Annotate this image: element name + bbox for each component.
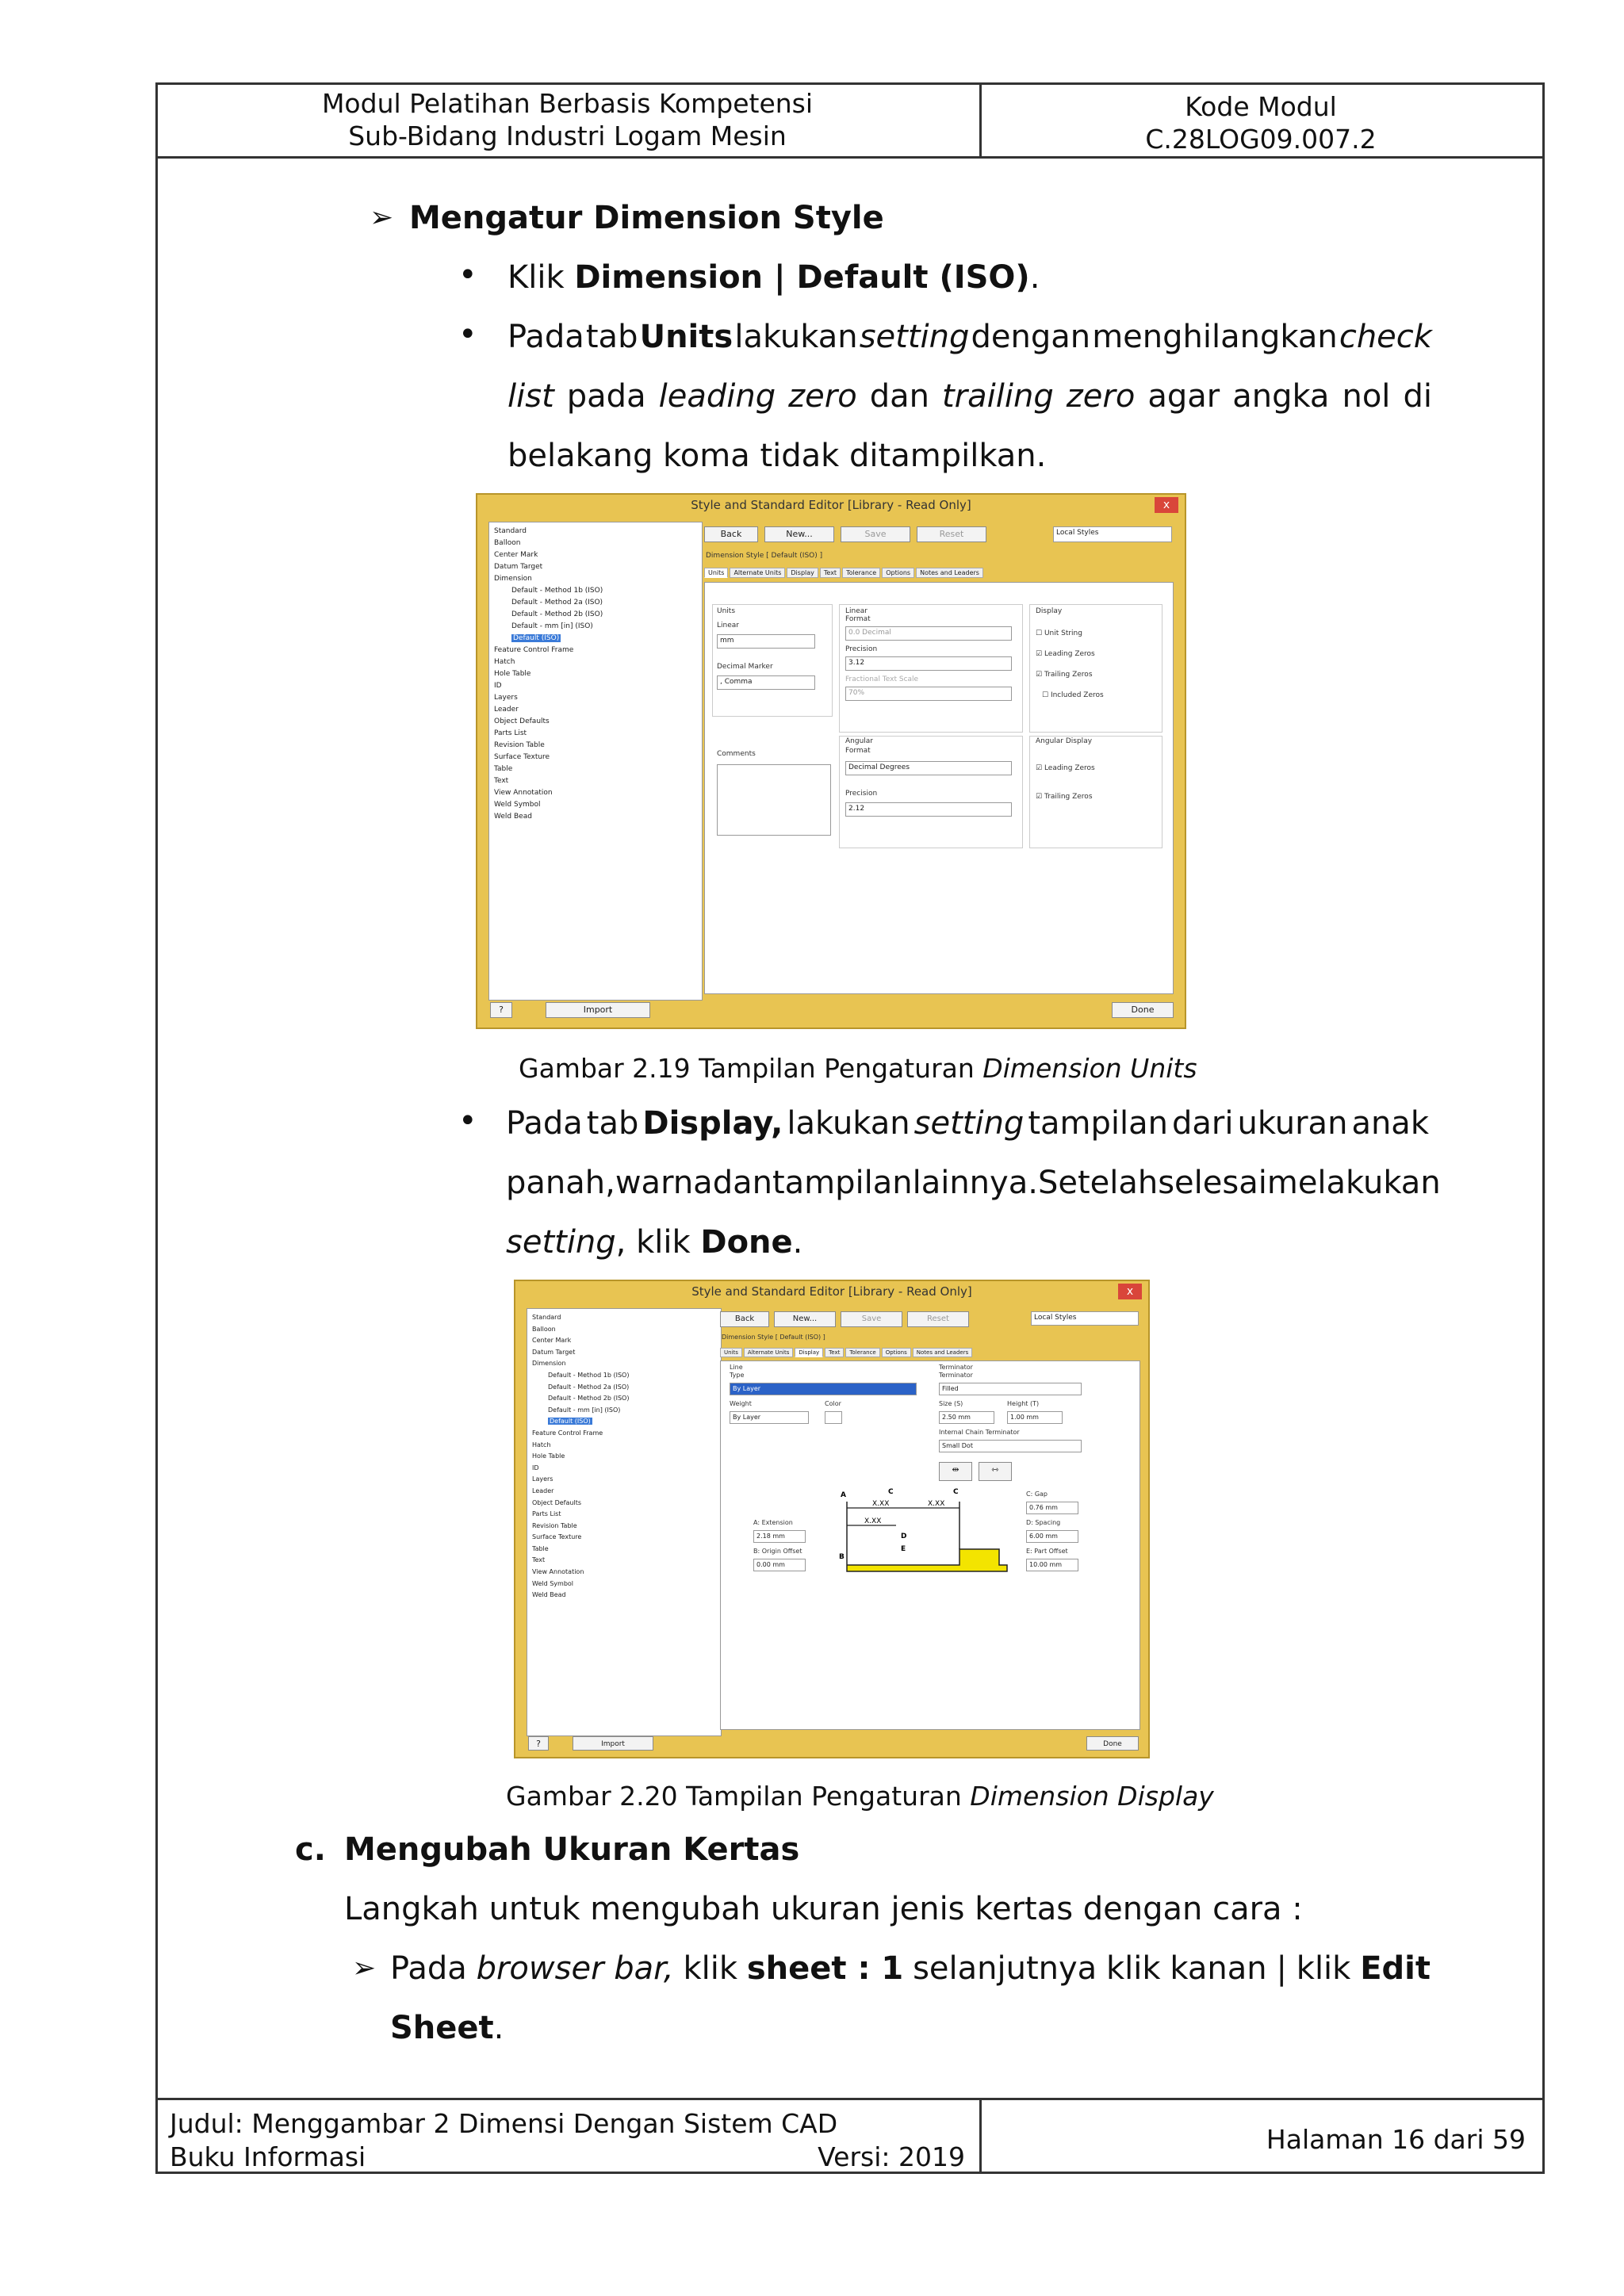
- tree-item: Default - Method 2a (ISO): [511, 599, 603, 607]
- word: agar: [1147, 378, 1220, 415]
- angular-precision-select: 2.12: [845, 802, 1012, 817]
- tab-notes-leaders: Notes and Leaders: [913, 1348, 973, 1357]
- close-icon: x: [1118, 1284, 1142, 1299]
- tree-item: Feature Control Frame: [532, 1429, 603, 1437]
- step-1-line-2: [390, 2008, 504, 2048]
- tree-item: Datum Target: [532, 1348, 576, 1356]
- tree-item: View Annotation: [532, 1568, 584, 1576]
- precision-select: 3.12: [845, 656, 1012, 671]
- figure-1-caption: [519, 1053, 1197, 1084]
- word-leading: leading: [658, 378, 776, 415]
- word: selesai: [1158, 1165, 1267, 1201]
- word: angka: [1232, 378, 1330, 415]
- angular-display-label: Angular Display: [1036, 737, 1093, 745]
- word: selanjutnya: [913, 1950, 1097, 1987]
- figure-2-caption-text: Gambar 2.20 Tampilan Pengaturan: [506, 1781, 971, 1812]
- height-label: Height (T): [1007, 1400, 1040, 1407]
- diagram-letter: A: [841, 1491, 846, 1499]
- height-input: 1.00 mm: [1007, 1411, 1063, 1424]
- tab-text: Text: [825, 1348, 844, 1357]
- tree-item: Balloon: [532, 1325, 556, 1333]
- extension-label: A: Extension: [753, 1519, 793, 1526]
- header-module-code: [982, 82, 1540, 164]
- window-title: Style and Standard Editor [Library - Read Only]: [691, 498, 971, 512]
- tree-item-selected: Default (ISO): [550, 1418, 591, 1425]
- precision-label: Precision: [845, 645, 878, 653]
- format-select: 0.0 Decimal: [845, 626, 1012, 641]
- diagram-label: X.XX: [928, 1500, 945, 1508]
- word: tampilan: [1028, 1105, 1168, 1142]
- word-setting: setting: [859, 319, 970, 355]
- footer-left: [155, 2100, 982, 2174]
- word: dengan: [971, 319, 1091, 355]
- tree-item: Object Defaults: [494, 718, 550, 725]
- word-setting: setting: [914, 1105, 1025, 1142]
- help-icon: ?: [528, 1736, 549, 1751]
- leading-zeros-label: Leading Zeros: [1044, 650, 1095, 658]
- display-label: Display: [1036, 607, 1063, 615]
- tab-display: Display: [787, 568, 818, 578]
- units-label: Units: [717, 607, 736, 615]
- word: |: [1276, 1950, 1287, 1987]
- dimension-icon: ⇿: [979, 1462, 1012, 1481]
- bullet-dot-icon: •: [458, 316, 477, 353]
- save-button: Save: [841, 526, 910, 542]
- tree-item: Default - Method 2b (ISO): [511, 610, 603, 618]
- word: Pada: [508, 319, 584, 355]
- tree-item: Weld Bead: [532, 1591, 566, 1599]
- header-code-label: Kode Modul: [1185, 91, 1337, 122]
- word-trailing: trailing: [942, 378, 1054, 415]
- trailing-zeros-checkbox: ☑ Trailing Zeros: [1036, 671, 1093, 679]
- diagram-label: X.XX: [864, 1517, 882, 1525]
- word-zero: zero: [788, 378, 857, 415]
- word: klik: [1296, 1950, 1351, 1987]
- terminator-label: Terminator: [939, 1372, 973, 1379]
- word: dan: [712, 1165, 772, 1201]
- arrow-bullet-icon: ➢: [352, 1952, 377, 1984]
- word: dan: [869, 378, 929, 415]
- reset-button: Reset: [917, 526, 986, 542]
- header-module-line1: Modul Pelatihan Berbasis Kompetensi: [321, 88, 814, 119]
- figure-1-caption-italic: Dimension Units: [982, 1053, 1197, 1084]
- format-label: Format: [845, 615, 871, 623]
- tree-item: Balloon: [494, 539, 521, 547]
- tab-options: Options: [882, 1348, 911, 1357]
- new-button: New...: [764, 526, 834, 542]
- bullet-1-prefix: Klik: [508, 259, 575, 296]
- reset-button: Reset: [907, 1311, 969, 1327]
- bullet-3-line-3: [506, 1223, 802, 1262]
- screenshot-dimension-units: [476, 493, 1186, 1029]
- included-zeros-checkbox: ☐ Included Zeros: [1042, 691, 1104, 699]
- tree-item: Dimension: [532, 1360, 566, 1368]
- type-select: By Layer: [730, 1383, 917, 1395]
- angular-format-label: Format: [845, 747, 871, 755]
- word: klik: [1106, 1950, 1161, 1987]
- tab-options: Options: [882, 568, 914, 578]
- tree-item: Object Defaults: [532, 1498, 581, 1506]
- type-label: Type: [730, 1372, 745, 1379]
- angular-trailing-zeros-checkbox: ☑ Trailing Zeros: [1036, 793, 1093, 801]
- terminator-group-label: Terminator: [939, 1364, 973, 1371]
- word-sheet: Sheet: [390, 2010, 494, 2046]
- word: ukuran: [1237, 1105, 1348, 1142]
- diagram-letter: B: [839, 1553, 845, 1561]
- word-zero: zero: [1066, 378, 1136, 415]
- figure-2-caption: [506, 1781, 1214, 1812]
- angular-trailing-zeros-label: Trailing Zeros: [1044, 793, 1093, 801]
- tab-units: Units: [704, 568, 728, 578]
- word-display: Display,: [642, 1105, 783, 1142]
- tree-item: Hole Table: [532, 1452, 565, 1460]
- spacing-label: D: Spacing: [1026, 1519, 1061, 1526]
- word-units: Units: [639, 319, 733, 355]
- diagram-letter: C: [953, 1488, 959, 1496]
- angular-label: Angular: [845, 737, 873, 745]
- header-module-line2: Sub-Bidang Industri Logam Mesin: [348, 121, 787, 151]
- tree-item: Surface Texture: [494, 753, 550, 761]
- tree-item: Weld Bead: [494, 813, 532, 821]
- window-title: Style and Standard Editor [Library - Read Only]: [691, 1284, 972, 1299]
- word: tab: [585, 319, 638, 355]
- tab-notes-leaders: Notes and Leaders: [916, 568, 983, 578]
- color-picker: [825, 1411, 842, 1424]
- bullet-dot-icon: •: [458, 1103, 477, 1139]
- word: kanan: [1170, 1950, 1267, 1987]
- tree-item: Weld Symbol: [532, 1579, 574, 1587]
- footer-page-number: Halaman 16 dari 59: [1266, 2124, 1526, 2155]
- units-linear-select: mm: [717, 634, 815, 649]
- tree-item: Default - mm [in] (ISO): [548, 1406, 621, 1414]
- tree-item: Dimension: [494, 575, 532, 583]
- tree-item: Hatch: [532, 1441, 551, 1448]
- tab-display: Display: [795, 1348, 823, 1357]
- arrow-bullet-icon: ➢: [370, 201, 394, 234]
- text: , klik: [615, 1224, 701, 1261]
- word: tab: [586, 1105, 639, 1142]
- word-list: list: [508, 378, 554, 415]
- tree-item: Default - mm [in] (ISO): [511, 622, 593, 630]
- terminator-select: Filled: [939, 1383, 1082, 1395]
- spacing-input: 6.00 mm: [1026, 1530, 1078, 1543]
- tab-alternate-units: Alternate Units: [730, 568, 785, 578]
- figure-1-caption-text: Gambar 2.19 Tampilan Pengaturan: [519, 1053, 983, 1084]
- internal-chain-label: Internal Chain Terminator: [939, 1429, 1020, 1436]
- back-button: Back: [704, 526, 758, 542]
- angular-leading-zeros-label: Leading Zeros: [1044, 764, 1095, 772]
- linear-label: Linear: [717, 622, 739, 629]
- linear-format-label: Linear: [845, 607, 868, 615]
- tree-item: Feature Control Frame: [494, 646, 574, 654]
- word: Pada: [506, 1105, 583, 1142]
- leading-zeros-checkbox: ☑ Leading Zeros: [1036, 650, 1095, 658]
- bullet-3-line-2: [506, 1163, 1441, 1203]
- tree-item: Center Mark: [532, 1337, 572, 1345]
- display-group: [1029, 604, 1162, 733]
- import-button: Import: [573, 1736, 653, 1751]
- extension-input: 2.18 mm: [753, 1530, 806, 1543]
- tree-item: Leader: [494, 706, 519, 714]
- tree-item: Leader: [532, 1487, 554, 1494]
- bullet-dot-icon: •: [458, 257, 477, 293]
- bullet-2-line-2: [508, 377, 1432, 416]
- tab-strip: [704, 568, 985, 578]
- style-name-label: Dimension Style [ Default (ISO) ]: [722, 1334, 825, 1341]
- tree-item: Standard: [494, 527, 527, 535]
- save-button: Save: [841, 1311, 902, 1327]
- tree-item: Revision Table: [532, 1521, 577, 1529]
- filter-select: Local Styles: [1031, 1311, 1139, 1326]
- diagram-label: X.XX: [872, 1500, 890, 1508]
- new-button: New...: [774, 1311, 836, 1327]
- tree-item: Default - Method 1b (ISO): [511, 587, 603, 595]
- word: warna: [615, 1165, 713, 1201]
- comments-box: [717, 764, 831, 836]
- tree-item: Revision Table: [494, 741, 545, 749]
- decimal-marker-select: , Comma: [717, 675, 815, 690]
- page-header: [155, 82, 1545, 159]
- word: menghilangkan: [1092, 319, 1338, 355]
- dimension-icon: ⇹: [939, 1462, 972, 1481]
- tab-units: Units: [720, 1348, 742, 1357]
- word: Pada: [390, 1950, 467, 1987]
- diagram-letter: E: [901, 1545, 906, 1553]
- angular-leading-zeros-checkbox: ☑ Leading Zeros: [1036, 764, 1095, 772]
- origin-offset-label: B: Origin Offset: [753, 1548, 802, 1555]
- gap-label: C: Gap: [1026, 1490, 1048, 1498]
- bullet-2-line-1: [508, 317, 1432, 357]
- tree-item: Default - Method 2a (ISO): [548, 1383, 630, 1391]
- style-tree: [527, 1308, 722, 1736]
- part-offset-input: 10.00 mm: [1026, 1559, 1078, 1571]
- tree-item-selected: Default (ISO): [513, 634, 560, 642]
- bullet-1-suffix: .: [1029, 259, 1040, 296]
- text: .: [493, 2010, 504, 2046]
- bullet-1: [508, 258, 1040, 297]
- word: lakukan: [734, 319, 858, 355]
- close-icon: x: [1155, 497, 1178, 513]
- weight-select: By Layer: [730, 1411, 809, 1424]
- tree-item: Default - Method 2b (ISO): [548, 1395, 630, 1402]
- diagram-letter: D: [901, 1533, 907, 1540]
- word: tampilan: [772, 1165, 913, 1201]
- word: di: [1403, 378, 1432, 415]
- tree-item: View Annotation: [494, 789, 553, 797]
- word: melakukan: [1266, 1165, 1441, 1201]
- header-code-value: C.28LOG09.007.2: [1145, 124, 1377, 155]
- weight-label: Weight: [730, 1400, 752, 1407]
- bullet-3-line-1: [506, 1104, 1429, 1143]
- unit-string-label: Unit String: [1044, 629, 1082, 637]
- figure-2-caption-italic: Dimension Display: [970, 1781, 1214, 1812]
- size-input: 2.50 mm: [939, 1411, 994, 1424]
- tree-item: Weld Symbol: [494, 801, 541, 809]
- size-label: Size (S): [939, 1400, 963, 1407]
- tree-item: Text: [532, 1556, 546, 1564]
- included-zeros-label: Included Zeros: [1050, 691, 1104, 699]
- help-icon: ?: [490, 1002, 512, 1018]
- tree-item: Parts List: [494, 729, 527, 737]
- import-button: Import: [546, 1002, 650, 1018]
- bullet-1-bold: Dimension | Default (ISO): [574, 259, 1030, 296]
- tree-item: Center Mark: [494, 551, 538, 559]
- word: anak: [1351, 1105, 1429, 1142]
- filter-select: Local Styles: [1053, 526, 1172, 542]
- tree-item: Hole Table: [494, 670, 531, 678]
- word-check: check: [1339, 319, 1432, 355]
- word: dari: [1171, 1105, 1234, 1142]
- line-label: Line: [730, 1364, 743, 1371]
- angular-format-select: Decimal Degrees: [845, 761, 1012, 775]
- done-button: Done: [1112, 1002, 1174, 1018]
- done-button: Done: [1086, 1736, 1139, 1751]
- tab-strip: [720, 1348, 974, 1357]
- gap-input: 0.76 mm: [1026, 1502, 1078, 1514]
- trailing-zeros-label: Trailing Zeros: [1044, 671, 1093, 679]
- angular-precision-label: Precision: [845, 790, 878, 798]
- tree-item: Default - Method 1b (ISO): [548, 1371, 630, 1379]
- tree-item: ID: [532, 1464, 539, 1471]
- screenshot-dimension-display: [514, 1280, 1150, 1758]
- footer-title: Judul: Menggambar 2 Dimensi Dengan Sistem CAD: [170, 2108, 838, 2139]
- tree-item: Standard: [532, 1314, 561, 1321]
- tree-item: Hatch: [494, 658, 515, 666]
- word: lakukan: [787, 1105, 910, 1142]
- tree-item: Surface Texture: [532, 1533, 582, 1541]
- word-edit: Edit: [1360, 1950, 1431, 1987]
- tree-item: Text: [494, 777, 509, 785]
- word-sheet: sheet : 1: [746, 1950, 904, 1987]
- tree-item: Table: [494, 765, 513, 773]
- unit-string-checkbox: ☐ Unit String: [1036, 629, 1082, 637]
- diagram-letter: C: [888, 1488, 894, 1496]
- tree-item: Datum Target: [494, 563, 543, 571]
- footer-version: Versi: 2019: [818, 2141, 965, 2172]
- word-setting: setting: [506, 1224, 616, 1261]
- frac-text-label: Fractional Text Scale: [845, 675, 919, 683]
- header-module-title: [155, 82, 982, 156]
- tree-item: Table: [532, 1544, 549, 1552]
- footer-right: [982, 2100, 1540, 2174]
- decimal-marker-label: Decimal Marker: [717, 663, 773, 671]
- word: Setelah: [1037, 1165, 1159, 1201]
- word-browser-bar: browser bar,: [476, 1950, 674, 1987]
- color-label: Color: [825, 1400, 841, 1407]
- page-footer: [155, 2098, 1545, 2174]
- tab-tolerance: Tolerance: [842, 568, 880, 578]
- dimension-diagram: [841, 1486, 1015, 1573]
- intro-paragraph: Langkah untuk mengubah ukuran jenis kertas dengan cara :: [344, 1891, 1303, 1927]
- style-name-label: Dimension Style [ Default (ISO) ]: [706, 552, 823, 560]
- word: pada: [566, 378, 646, 415]
- back-button: Back: [720, 1311, 769, 1327]
- section-heading: Mengatur Dimension Style: [409, 200, 884, 236]
- subsection-heading: Mengubah Ukuran Kertas: [344, 1831, 800, 1868]
- tree-item: Layers: [532, 1475, 553, 1483]
- word: panah,: [506, 1165, 615, 1201]
- word: lainnya.: [912, 1165, 1038, 1201]
- word-done: Done: [700, 1224, 793, 1261]
- comments-label: Comments: [717, 750, 756, 758]
- tree-item: ID: [494, 682, 502, 690]
- origin-offset-input: 0.00 mm: [753, 1559, 806, 1571]
- tab-tolerance: Tolerance: [845, 1348, 879, 1357]
- step-1-line-1: [390, 1949, 1431, 1988]
- tree-item: Parts List: [532, 1510, 561, 1518]
- angular-display-group: [1029, 736, 1162, 848]
- internal-chain-select: Small Dot: [939, 1440, 1082, 1452]
- style-tree: [488, 522, 703, 1001]
- part-offset-label: E: Part Offset: [1026, 1548, 1068, 1555]
- tab-alternate-units: Alternate Units: [744, 1348, 793, 1357]
- word: klik: [683, 1950, 738, 1987]
- word: nol: [1342, 378, 1391, 415]
- footer-book: Buku Informasi: [170, 2141, 366, 2172]
- tab-text: Text: [820, 568, 841, 578]
- frac-text-select: 70%: [845, 687, 1012, 701]
- tree-item: Layers: [494, 694, 518, 702]
- bullet-2-line-3: belakang koma tidak ditampilkan.: [508, 438, 1047, 474]
- subsection-letter: c.: [295, 1831, 326, 1868]
- text: .: [792, 1224, 803, 1261]
